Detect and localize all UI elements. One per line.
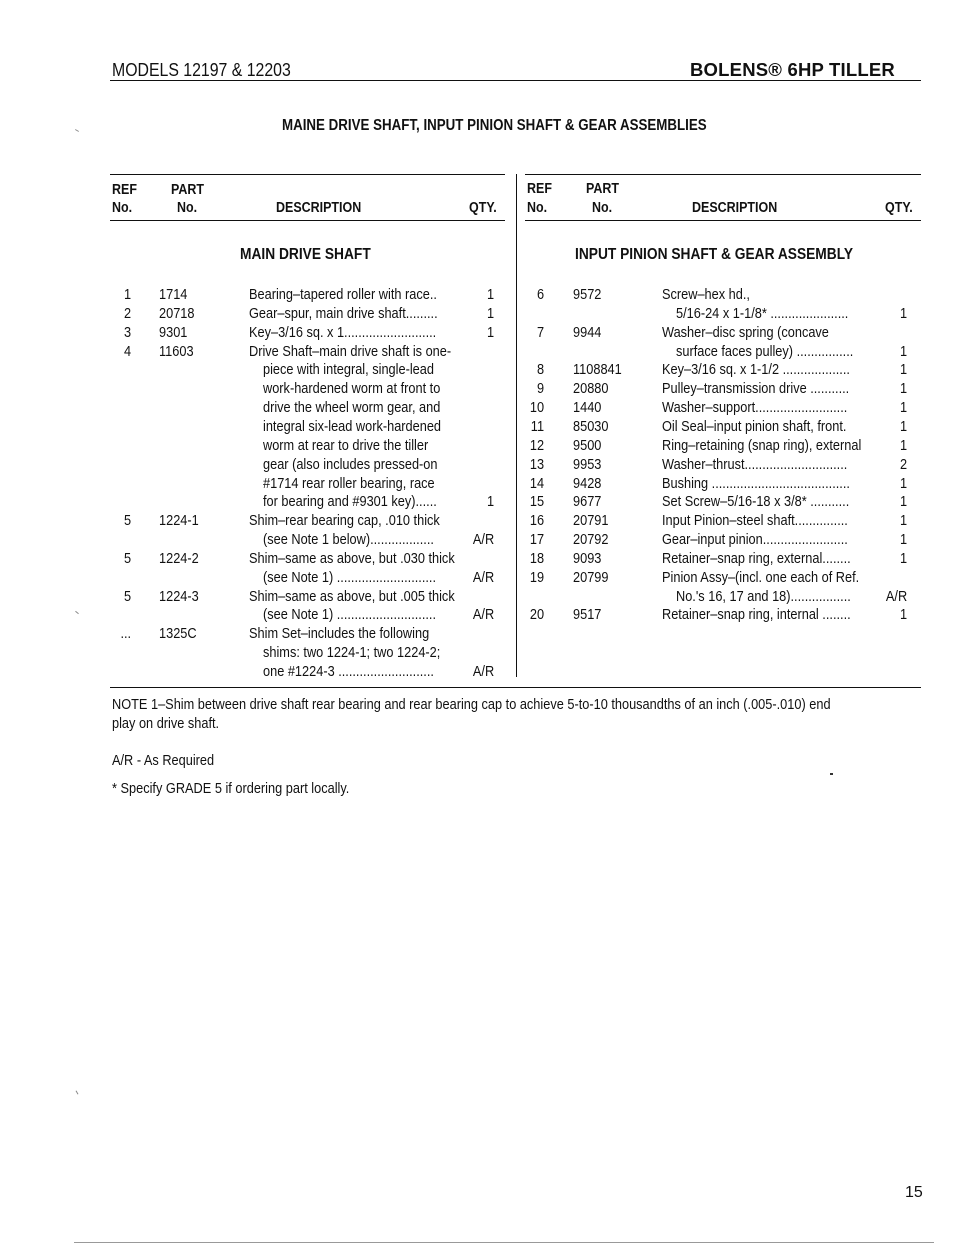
part-description: Screw–hex hd.,: [662, 287, 750, 303]
ref-number: 8: [536, 362, 544, 379]
part-number: 9953: [573, 456, 602, 473]
part-number: 9428: [573, 475, 602, 492]
page-number: 15: [905, 1184, 923, 1201]
scan-mark: [75, 129, 79, 132]
part-quantity: 1: [486, 324, 494, 341]
part-quantity: 1: [899, 362, 907, 379]
part-description: Bushing .......................................: [662, 475, 850, 492]
part-quantity: 1: [899, 381, 907, 398]
column-divider: [516, 174, 517, 677]
ref-number: 19: [529, 569, 544, 586]
part-quantity: 1: [899, 437, 907, 454]
part-description: Ring–retaining (snap ring), external: [662, 437, 862, 454]
scan-mark: [830, 773, 833, 775]
part-number: 9677: [573, 494, 602, 511]
part-description: Washer–support..........................: [662, 400, 848, 417]
part-description: 5/16-24 x 1-1/8* ......................: [676, 305, 849, 322]
part-description: Key–3/16 sq. x 1..........................: [249, 324, 437, 341]
part-description: (see Note 1 below)..................: [263, 532, 434, 549]
part-description: Input Pinion–steel shaft...............: [662, 513, 848, 530]
part-description: Gear–spur, main drive shaft.........: [249, 305, 438, 322]
as-required-note: A/R - As Required: [112, 753, 215, 769]
table-header-rule-right: [525, 220, 921, 221]
part-number: 1108841: [573, 362, 622, 379]
ref-number: ...: [120, 626, 131, 643]
part-description: Shim–same as above, but .030 thick: [249, 550, 455, 567]
part-number: 1224-3: [159, 588, 199, 605]
right-qty-header: QTY.: [885, 200, 913, 216]
part-description: worm at rear to drive the tiller: [263, 437, 429, 454]
ref-number: 15: [529, 494, 544, 511]
part-quantity: A/R: [885, 588, 907, 605]
ref-number: 1: [123, 287, 131, 303]
part-number: 11603: [159, 343, 194, 360]
part-number: 20792: [573, 532, 609, 549]
part-description: Bearing–tapered roller with race..: [249, 287, 437, 303]
part-quantity: A/R: [472, 532, 494, 549]
part-number: 20880: [573, 381, 609, 398]
part-number: 85030: [573, 418, 609, 435]
ref-number: 2: [123, 305, 131, 322]
left-ref-header-bottom: No.: [112, 200, 133, 216]
part-quantity: 1: [899, 343, 907, 360]
ref-number: 7: [536, 324, 544, 341]
part-number: 1224-1: [159, 513, 199, 530]
part-quantity: 1: [486, 287, 494, 303]
part-description: Shim Set–includes the following: [249, 626, 430, 643]
table-bottom-rule: [110, 687, 921, 688]
part-description: Drive Shaft–main drive shaft is one-: [249, 343, 452, 360]
left-qty-header: QTY.: [469, 200, 497, 216]
right-part-header-bottom: No.: [592, 200, 613, 216]
part-quantity: 1: [899, 418, 907, 435]
ref-number: 5: [123, 513, 131, 530]
table-header-rule-left: [110, 220, 505, 221]
ref-number: 20: [529, 607, 544, 624]
part-number: 9301: [159, 324, 188, 341]
ref-number: 9: [536, 381, 544, 398]
part-description: #1714 rear roller bearing, race: [263, 475, 435, 492]
part-number: 1440: [573, 400, 602, 417]
part-quantity: 1: [899, 305, 907, 322]
left-ref-header-top: REF: [112, 182, 137, 198]
part-description: Washer–thrust.............................: [662, 456, 848, 473]
part-quantity: 1: [899, 475, 907, 492]
right-description-header: DESCRIPTION: [692, 200, 778, 216]
ref-number: 6: [536, 287, 544, 303]
part-number: 9093: [573, 550, 602, 567]
part-description: work-hardened worm at front to: [263, 381, 441, 398]
part-number: 9500: [573, 437, 602, 454]
part-description: Washer–disc spring (concave: [662, 324, 829, 341]
note-1-line-2: play on drive shaft.: [112, 716, 220, 732]
ref-number: 17: [529, 532, 544, 549]
part-description: Shim–rear bearing cap, .010 thick: [249, 513, 440, 530]
part-number: 9572: [573, 287, 602, 303]
part-description: Oil Seal–input pinion shaft, front.: [662, 418, 847, 435]
part-number: 1325C: [159, 626, 197, 643]
part-description: Pulley–transmission drive ...........: [662, 381, 850, 398]
part-quantity: 1: [899, 494, 907, 511]
ref-number: 5: [123, 550, 131, 567]
right-ref-header-top: REF: [527, 181, 552, 197]
ref-number: 14: [529, 475, 544, 492]
brand-heading: BOLENS® 6HP TILLER: [690, 59, 895, 80]
part-description: Shim–same as above, but .005 thick: [249, 588, 455, 605]
right-section-title: INPUT PINION SHAFT & GEAR ASSEMBLY: [575, 246, 854, 263]
part-description: drive the wheel worm gear, and: [263, 400, 441, 417]
part-description: Gear–input pinion........................: [662, 532, 848, 549]
part-description: for bearing and #9301 key)......: [263, 494, 437, 511]
bottom-rule: [74, 1242, 934, 1243]
part-quantity: A/R: [472, 607, 494, 624]
ref-number: 3: [123, 324, 131, 341]
ref-number: 12: [529, 437, 544, 454]
grade-note: * Specify GRADE 5 if ordering part locally.: [112, 781, 350, 797]
part-number: 20791: [573, 513, 609, 530]
part-description: surface faces pulley) ................: [676, 343, 854, 360]
part-description: No.'s 16, 17 and 18).................: [676, 588, 851, 605]
ref-number: 16: [529, 513, 544, 530]
part-number: 20799: [573, 569, 609, 586]
part-quantity: 1: [486, 494, 494, 511]
part-number: 9517: [573, 607, 602, 624]
part-number: 9944: [573, 324, 602, 341]
ref-number: 4: [123, 343, 131, 360]
part-quantity: 2: [899, 456, 907, 473]
left-description-header: DESCRIPTION: [276, 200, 362, 216]
left-section-title: MAIN DRIVE SHAFT: [240, 246, 371, 263]
part-quantity: A/R: [472, 569, 494, 586]
scan-mark: [76, 1091, 79, 1095]
part-quantity: 1: [899, 607, 907, 624]
part-description: integral six-lead work-hardened: [263, 418, 442, 435]
part-description: Retainer–snap ring, external........: [662, 550, 851, 567]
part-description: one #1224-3 ...........................: [263, 664, 434, 680]
note-1-line-1: NOTE 1–Shim between drive shaft rear bearing and rear bearing cap to achieve 5-to-10 thousandths of an inch (.005-.010) end: [112, 697, 831, 713]
ref-number: 13: [529, 456, 544, 473]
part-description: (see Note 1) ............................: [263, 569, 437, 586]
ref-number: 11: [530, 418, 544, 435]
part-number: 20718: [159, 305, 195, 322]
left-part-header-top: PART: [171, 182, 205, 198]
part-number: 1224-2: [159, 550, 199, 567]
ref-number: 10: [529, 400, 544, 417]
table-top-rule-left: [110, 174, 505, 175]
part-description: Key–3/16 sq. x 1-1/2 ...................: [662, 362, 850, 379]
ref-number: 5: [123, 588, 131, 605]
left-part-header-bottom: No.: [177, 200, 198, 216]
part-description: Set Screw–5/16-18 x 3/8* ...........: [662, 494, 850, 511]
scan-mark: [75, 611, 79, 614]
part-description: shims: two 1224-1; two 1224-2;: [263, 645, 441, 662]
header-rule: [110, 80, 921, 81]
ref-number: 18: [529, 550, 544, 567]
part-quantity: 1: [486, 305, 494, 322]
part-description: (see Note 1) ............................: [263, 607, 437, 624]
part-quantity: 1: [899, 550, 907, 567]
part-quantity: A/R: [472, 664, 494, 680]
part-description: Pinion Assy–(incl. one each of Ref.: [662, 569, 860, 586]
right-ref-header-bottom: No.: [527, 200, 548, 216]
part-quantity: 1: [899, 513, 907, 530]
part-description: gear (also includes pressed-on: [263, 456, 438, 473]
table-top-rule-right: [525, 174, 921, 175]
part-quantity: 1: [899, 532, 907, 549]
part-number: 1714: [159, 287, 188, 303]
part-description: Retainer–snap ring, internal ........: [662, 607, 851, 624]
part-description: piece with integral, single-lead: [263, 362, 434, 379]
models-heading: MODELS 12197 & 12203: [112, 60, 291, 80]
page-title: MAINE DRIVE SHAFT, INPUT PINION SHAFT & GEAR ASSEMBLIES: [282, 117, 707, 134]
right-part-header-top: PART: [586, 181, 620, 197]
part-quantity: 1: [899, 400, 907, 417]
